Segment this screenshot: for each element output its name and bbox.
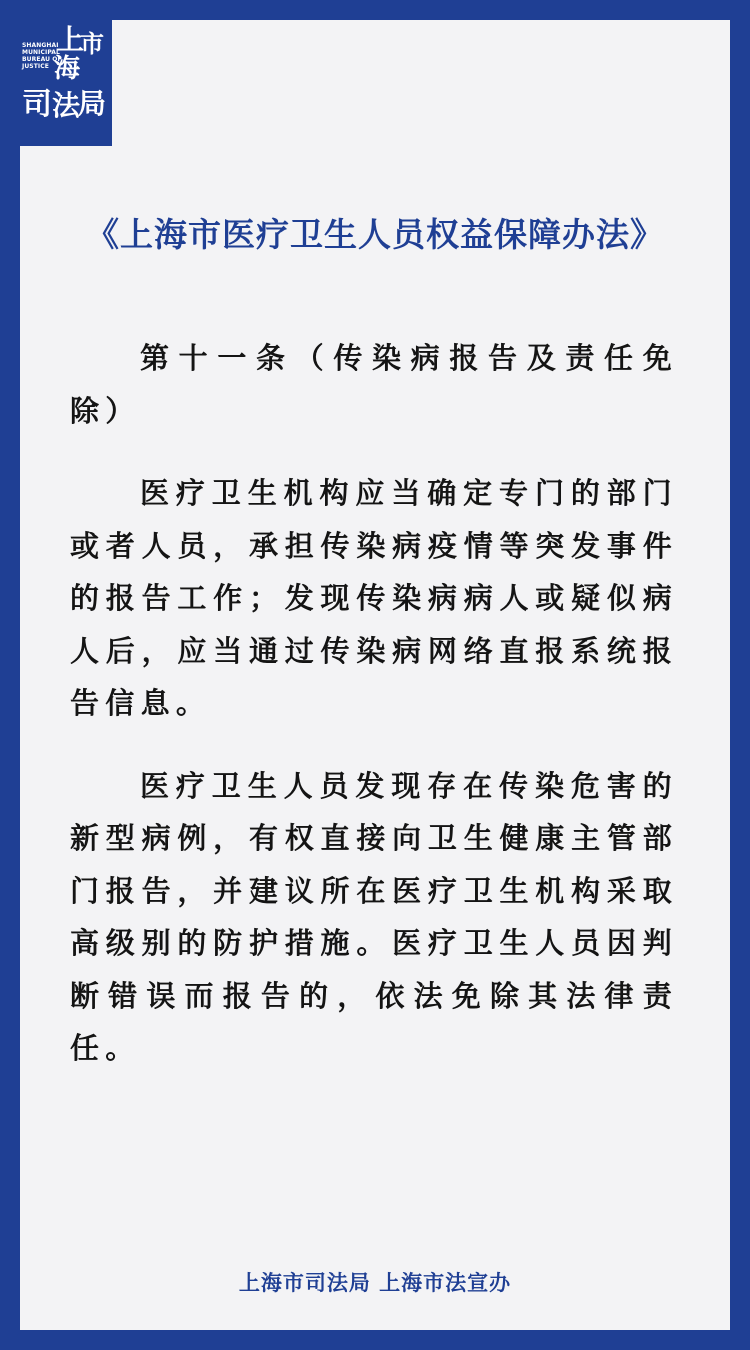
logo-char: 上: [56, 23, 85, 56]
article-heading: 第十一条（传染病报告及责任免除）: [70, 341, 678, 428]
page-frame: [20, 20, 730, 1330]
logo-char: 局: [78, 87, 107, 120]
regulation-title: 《上海市医疗卫生人员权益保障办法》: [86, 215, 664, 254]
footer-issuers: 上海市司法局 上海市法宣办: [238, 1270, 512, 1295]
shanghai-justice-bureau-logo: [20, 20, 112, 146]
article-paragraph: 医疗卫生机构应当确定专门的部门或者人员，承担传染病疫情等突发事件的报告工作；发现传染病病人或疑似病人后，应当通过传染病网络直报系统报告信息。: [70, 476, 678, 720]
logo-char: 法: [52, 89, 81, 122]
logo-char: 市: [80, 30, 104, 58]
logo-english-text: SHANGHAI MUNICIPAL BUREAU OF JUSTICE: [22, 42, 62, 70]
article-paragraph: 医疗卫生人员发现存在传染危害的新型病例，有权直接向卫生健康主管部门报告，并建议所在医疗卫生机构采取高级别的防护措施。医疗卫生人员因判断错误而报告的，依法免除其法律责任。: [70, 768, 678, 1065]
logo-char: 海: [54, 54, 81, 84]
logo-char: 司: [22, 87, 52, 122]
article-body: [70, 332, 678, 1105]
